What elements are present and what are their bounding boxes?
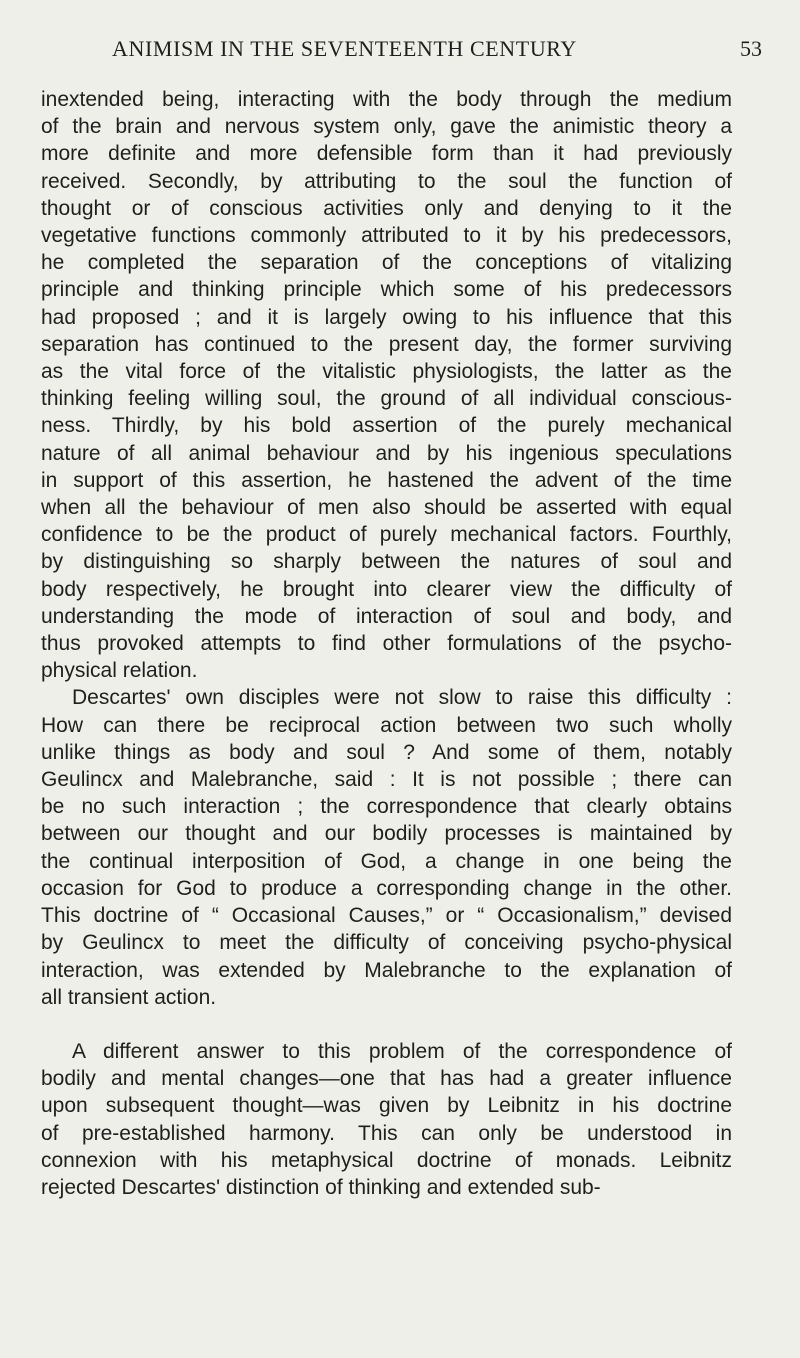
text-line: thought or of conscious activities only and denying to it the	[41, 196, 732, 220]
paragraph-gap	[41, 1011, 732, 1038]
text-line: of the brain and nervous system only, gave the animistic theory a	[41, 115, 732, 139]
paragraph-1	[41, 86, 732, 684]
text-line: vegetative functions commonly attributed to it by his predecessors,	[41, 224, 732, 248]
text-line: all transient action.	[41, 985, 217, 1009]
text-line: separation has continued to the present day, the former surviving	[41, 332, 732, 356]
text-line: nature of all animal behaviour and by his ingenious speculations	[41, 441, 732, 465]
text-line: when all the behaviour of men also should be asserted with equal	[41, 496, 732, 520]
text-line: understanding the mode of interaction of soul and body, and	[41, 604, 732, 628]
text-line: by Geulincx to meet the difficulty of conceiving psycho-physical	[41, 931, 732, 955]
text-line: between our thought and our bodily processes is maintained by	[41, 822, 732, 846]
text-line: This doctrine of “ Occasional Causes,” or “ Occasionalism,” devised	[41, 904, 732, 928]
text-line: ness. Thirdly, by his bold assertion of the purely mechanical	[41, 414, 732, 438]
text-line: had proposed ; and it is largely owing to his influence that this	[41, 305, 732, 329]
text-line: by distinguishing so sharply between the natures of soul and	[41, 550, 732, 574]
text-line: more definite and more defensible form than it had previously	[41, 142, 732, 166]
text-line: the continual interposition of God, a change in one being the	[41, 849, 732, 873]
text-line: in support of this assertion, he hastened the advent of the time	[41, 468, 732, 492]
running-title: ANIMISM IN THE SEVENTEENTH CENTURY	[112, 36, 577, 61]
text-line: confidence to be the product of purely mechanical factors. Fourthly,	[41, 523, 732, 547]
paragraph-2	[41, 684, 732, 1010]
text-line: bodily and mental changes—one that has had a greater influence	[41, 1067, 732, 1091]
paragraph-3	[41, 1038, 732, 1201]
text-line: Descartes' own disciples were not slow to raise this difficulty :	[72, 686, 732, 710]
text-line: of pre-established harmony. This can only be understood in	[41, 1121, 732, 1145]
text-line: physical relation.	[41, 659, 198, 683]
text-line: inextended being, interacting with the body through the medium	[41, 88, 732, 111]
text-line: upon subsequent thought—was given by Leibnitz in his doctrine	[41, 1094, 732, 1118]
text-line: be no such interaction ; the correspondence that clearly obtains	[41, 795, 732, 819]
text-line: he completed the separation of the conceptions of vitalizing	[41, 251, 732, 275]
body-text	[41, 86, 732, 1201]
text-line: received. Secondly, by attributing to the soul the function of	[41, 169, 732, 193]
text-line: principle and thinking principle which some of his predecessors	[41, 278, 732, 302]
text-line: as the vital force of the vitalistic physiologists, the latter as the	[41, 360, 732, 384]
page-number: 53	[740, 36, 762, 61]
text-line: Geulincx and Malebranche, said : It is not possible ; there can	[41, 768, 732, 792]
text-line: thus provoked attempts to find other formulations of the psycho-	[41, 632, 732, 656]
text-line: unlike things as body and soul ? And some of them, notably	[41, 740, 732, 764]
running-head	[92, 32, 762, 68]
text-line: How can there be reciprocal action between two such wholly	[41, 713, 732, 737]
text-line: interaction, was extended by Malebranche to the explanation of	[41, 958, 732, 982]
text-line: body respectively, he brought into clearer view the difficulty of	[41, 577, 732, 601]
text-line: occasion for God to produce a corresponding change in the other.	[41, 876, 732, 900]
text-line: connexion with his metaphysical doctrine of monads. Leibnitz	[41, 1148, 732, 1172]
text-line: A different answer to this problem of the correspondence of	[72, 1039, 732, 1063]
text-line: rejected Descartes' distinction of thinking and extended sub-	[41, 1175, 601, 1199]
text-line: thinking feeling willing soul, the ground of all individual conscious-	[41, 387, 732, 411]
